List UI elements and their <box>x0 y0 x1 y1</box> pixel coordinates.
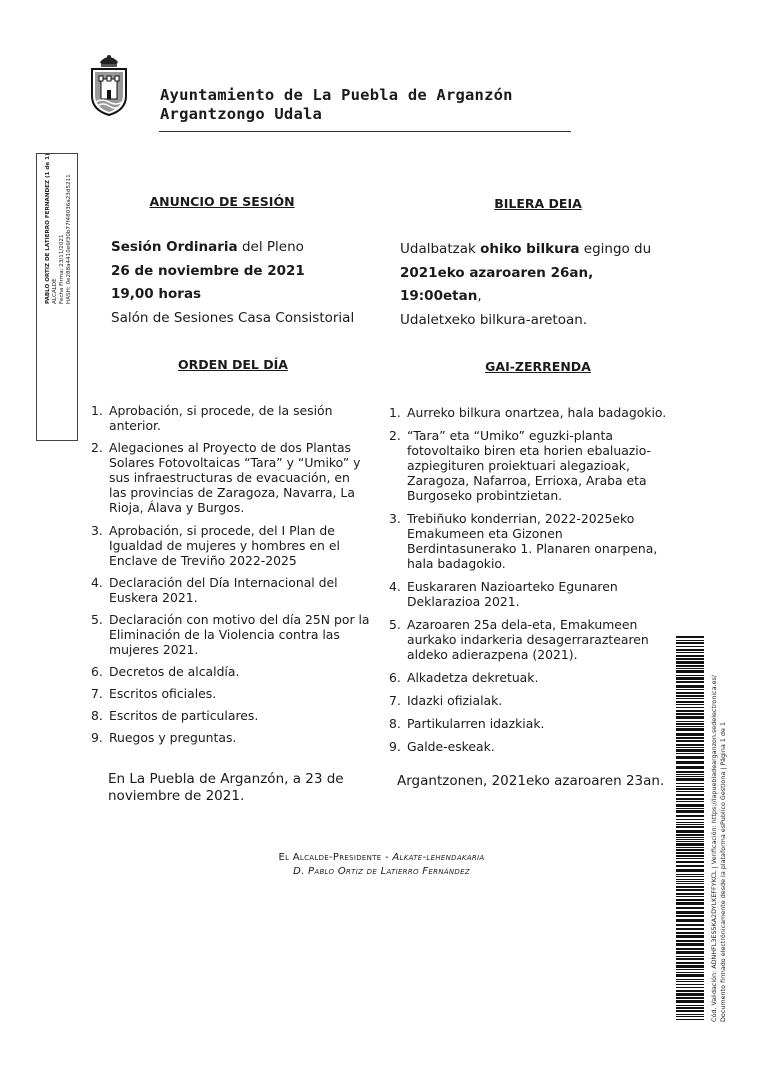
agenda-item <box>91 708 371 723</box>
announcement-heading: ANUNCIO DE SESIÓN <box>149 194 295 209</box>
signature-stamp <box>36 153 78 441</box>
agenda-item <box>389 511 669 571</box>
agenda-item <box>91 523 371 568</box>
agenda-item-number: 9. <box>91 730 103 745</box>
stamp-role: ALCALDE <box>52 278 58 304</box>
agenda-item-number: 2. <box>389 428 401 443</box>
agenda-item-text: Azaroaren 25a dela-eta, Emakumeen aurkako indarkeria desagerraraztearen aldeko adierazpena (2021). <box>407 617 649 662</box>
agenda-item-text: Partikularren idazkiak. <box>407 716 545 731</box>
verification-code: Cód. Validación: ADNHFL3ES5KA2DYLKEFFYKCL | Verificación: https://lapuebladearganzon.sedelectronica.es/ <box>710 674 718 1022</box>
agenda-item-text: Escritos oficiales. <box>109 686 217 701</box>
agenda-item-text: Idazki ofizialak. <box>407 693 503 708</box>
session-place: Salón de Sesiones Casa Consistorial <box>111 309 355 326</box>
agenda-item <box>91 612 371 657</box>
agenda-item-text: Alkadetza dekretuak. <box>407 670 539 685</box>
agenda-item <box>389 670 669 685</box>
agenda-item-number: 3. <box>389 511 401 526</box>
agenda-item-text: “Tara” eta “Umiko” eguzki-planta fotovoltaiko biren eta horien ebaluazio-azpiegituren proiektuari alegazioak, Zaragoza, Nafarroa, Errioxa, Araba eta Burgoseko probintzietan. <box>407 428 652 503</box>
agenda-item-text: Trebiñuko konderrian, 2022-2025eko Emakumeen eta Gizonen Berdintasunerako 1. Planaren onarpena, hala badagokio. <box>407 511 658 571</box>
session-type: Sesión Ordinaria <box>111 239 238 255</box>
agenda-item <box>389 739 669 754</box>
agenda-item <box>389 579 669 609</box>
agenda-item <box>91 664 371 679</box>
org-name-basque: Argantzongo Udala <box>160 105 323 123</box>
agenda-item <box>91 686 371 701</box>
session-time: 19,00 horas <box>111 286 202 302</box>
closing-place-date: En La Puebla de Arganzón, a 23 de noviembre de 2021. <box>108 771 344 804</box>
agenda-item-text: Escritos de particulares. <box>109 708 259 723</box>
agenda-item-text: Decretos de alcaldía. <box>109 664 240 679</box>
agenda-item-number: 5. <box>91 612 103 627</box>
session-place-basque: Udaletxeko bilkura-aretoan. <box>400 311 588 328</box>
agenda-item-number: 6. <box>389 670 401 685</box>
agenda-item-text: Ruegos y preguntas. <box>109 730 237 745</box>
signatory-title: El Alcalde-Presidente - Alkate-lehendakaria <box>278 852 485 863</box>
agenda-item-text: Alegaciones al Proyecto de dos Plantas Solares Fotovoltaicas “Tara” y “Umiko” y sus infraestructuras de evacuación, en las provincias de Zaragoza, Navarra, La Rioja, Álava y Burgos. <box>109 440 361 515</box>
agenda-item <box>389 716 669 731</box>
agenda-heading-basque: GAI-ZERRENDA <box>485 359 591 374</box>
session-details: Sesión Ordinaria del Pleno 26 de noviembre de 2021 19,00 horas Salón de Sesiones Casa Consistorial <box>111 236 381 330</box>
session-time-basque: 19:00etan <box>400 288 478 304</box>
verification-platform: Documento firmado electrónicamente desde la plataforma esPublico Gestiona | Página 1 de 1 <box>719 722 727 1022</box>
closing-place-date-basque: Argantzonen, 2021eko azaroaren 23an. <box>397 773 665 789</box>
agenda-item <box>91 730 371 745</box>
agenda-item-number: 1. <box>91 403 103 418</box>
agenda-item-number: 4. <box>91 575 103 590</box>
agenda-item-text: Euskararen Nazioarteko Egunaren Deklarazioa 2021. <box>407 579 618 609</box>
agenda-item <box>389 693 669 708</box>
meeting-call-heading: BILERA DEIA <box>494 196 582 211</box>
agenda-item-text: Aprobación, si procede, de la sesión anterior. <box>109 403 333 433</box>
stamp-hash: HASH: 0e288a4410e6f30b77f48036a23d5211 <box>66 174 72 304</box>
stamp-date: Fecha Firma: 23/11/2021 <box>59 234 65 304</box>
header-divider <box>159 131 571 132</box>
agenda-item-number: 5. <box>389 617 401 632</box>
agenda-item <box>91 575 371 605</box>
agenda-item-number: 2. <box>91 440 103 455</box>
agenda-heading: ORDEN DEL DÍA <box>178 357 288 372</box>
agenda-item-number: 6. <box>91 664 103 679</box>
barcode-icon <box>676 636 704 1020</box>
agenda-item-number: 3. <box>91 523 103 538</box>
agenda-item-number: 7. <box>91 686 103 701</box>
agenda-item <box>389 617 669 662</box>
agenda-list-basque <box>389 405 669 754</box>
agenda-item-text: Declaración con motivo del día 25N por la Eliminación de la Violencia contra las mujeres 2021. <box>109 612 370 657</box>
agenda-item-number: 8. <box>389 716 401 731</box>
signatory-name: D. Pablo Ortiz de Latierro Fernández <box>293 866 470 877</box>
municipal-coat-of-arms-icon <box>86 52 132 116</box>
agenda-item-text: Declaración del Día Internacional del Euskera 2021. <box>109 575 338 605</box>
session-type-basque: ohiko bilkura <box>480 241 580 257</box>
agenda-item <box>389 428 669 503</box>
agenda-item <box>91 440 371 515</box>
agenda-list <box>91 403 371 745</box>
agenda-item-number: 1. <box>389 405 401 420</box>
agenda-item-number: 8. <box>91 708 103 723</box>
agenda-item <box>389 405 669 420</box>
agenda-item-text: Aurreko bilkura onartzea, hala badagokio. <box>407 405 667 420</box>
agenda-item-text: Galde-eskeak. <box>407 739 495 754</box>
org-name: Ayuntamiento de La Puebla de Arganzón <box>160 86 513 104</box>
session-date-basque: 2021eko azaroaren 26an, <box>400 264 594 281</box>
agenda-item-number: 7. <box>389 693 401 708</box>
agenda-item-text: Aprobación, si procede, del I Plan de Igualdad de mujeres y hombres en el Enclave de Treviño 2022-2025 <box>109 523 340 568</box>
stamp-signer: PABLO ORTIZ DE LATIERRO FERNANDEZ (1 de 1) <box>45 153 51 304</box>
session-details-basque: Udalbatzak ohiko bilkura egingo du 2021eko azaroaren 26an, 19:00etan, Udaletxeko bilkura-aretoan. <box>400 238 670 332</box>
session-date: 26 de noviembre de 2021 <box>111 262 305 279</box>
agenda-item <box>91 403 371 433</box>
agenda-item-number: 9. <box>389 739 401 754</box>
agenda-item-number: 4. <box>389 579 401 594</box>
